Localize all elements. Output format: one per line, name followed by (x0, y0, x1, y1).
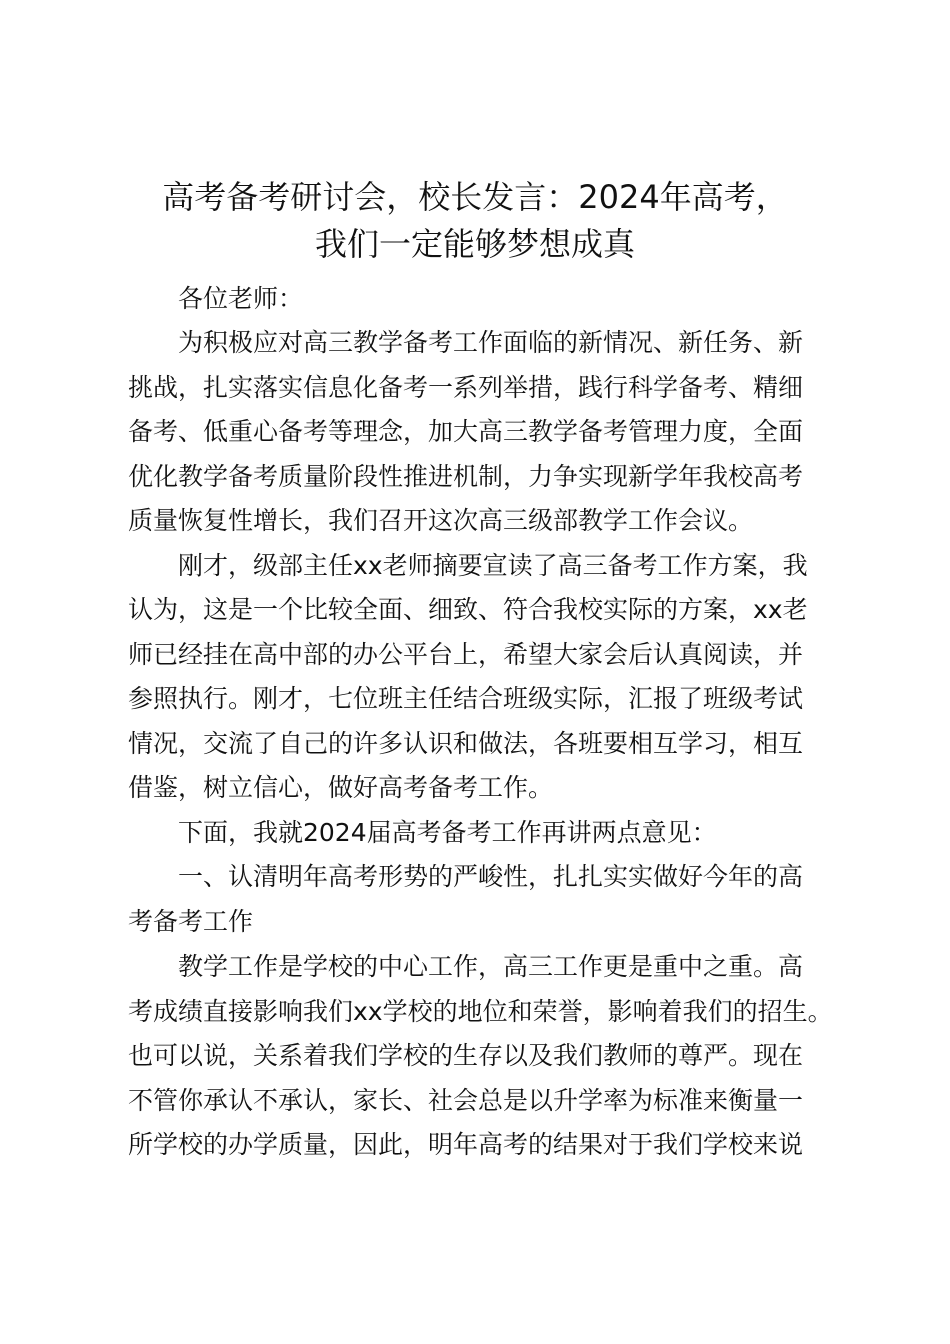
paragraph-line: 认为，这是一个比较全面、细致、符合我校实际的方案，xx老 (128, 595, 808, 624)
paragraph-line: 优化教学备考质量阶段性推进机制，力争实现新学年我校高考 (128, 462, 804, 491)
paragraph-line: 借鉴，树立信心，做好高考备考工作。 (128, 773, 554, 802)
document-title-line-2: 我们一定能够梦想成真 (314, 225, 635, 263)
paragraph-line: 挑战，扎实落实信息化备考一系列举措，践行科学备考、精细 (128, 373, 804, 402)
paragraph-line: 下面，我就2024届高考备考工作再讲两点意见： (178, 818, 717, 847)
paragraph-line: 师已经挂在高中部的办公平台上，希望大家会后认真阅读，并 (128, 640, 804, 669)
paragraph-line: 也可以说，关系着我们学校的生存以及我们教师的尊严。现在 (128, 1041, 804, 1070)
paragraph-line: 质量恢复性增长，我们召开这次高三级部教学工作会议。 (128, 506, 754, 535)
paragraph-line: 考成绩直接影响我们xx学校的地位和荣誉，影响着我们的招生。 (128, 997, 833, 1026)
section-heading-line: 一、认清明年高考形势的严峻性，扎扎实实做好今年的高 (178, 862, 804, 891)
paragraph-line: 不管你承认不承认，家长、社会总是以升学率为标准来衡量一 (128, 1086, 804, 1115)
salutation: 各位老师： (178, 284, 304, 313)
paragraph-line: 教学工作是学校的中心工作，高三工作更是重中之重。高 (178, 952, 804, 981)
paragraph-line: 备考、低重心备考等理念，加大高三教学备考管理力度，全面 (128, 417, 804, 446)
paragraph-line: 为积极应对高三教学备考工作面临的新情况、新任务、新 (178, 328, 804, 357)
paragraph-line: 参照执行。刚才，七位班主任结合班级实际，汇报了班级考试 (128, 684, 804, 713)
document-title-line-1: 高考备考研讨会，校长发言：2024年高考， (162, 178, 788, 216)
paragraph-line: 刚才，级部主任xx老师摘要宣读了高三备考工作方案，我 (178, 551, 808, 580)
section-heading-line: 考备考工作 (128, 907, 254, 936)
paragraph-line: 情况，交流了自己的许多认识和做法，各班要相互学习，相互 (128, 729, 804, 758)
paragraph-line: 所学校的办学质量，因此，明年高考的结果对于我们学校来说 (128, 1130, 804, 1159)
